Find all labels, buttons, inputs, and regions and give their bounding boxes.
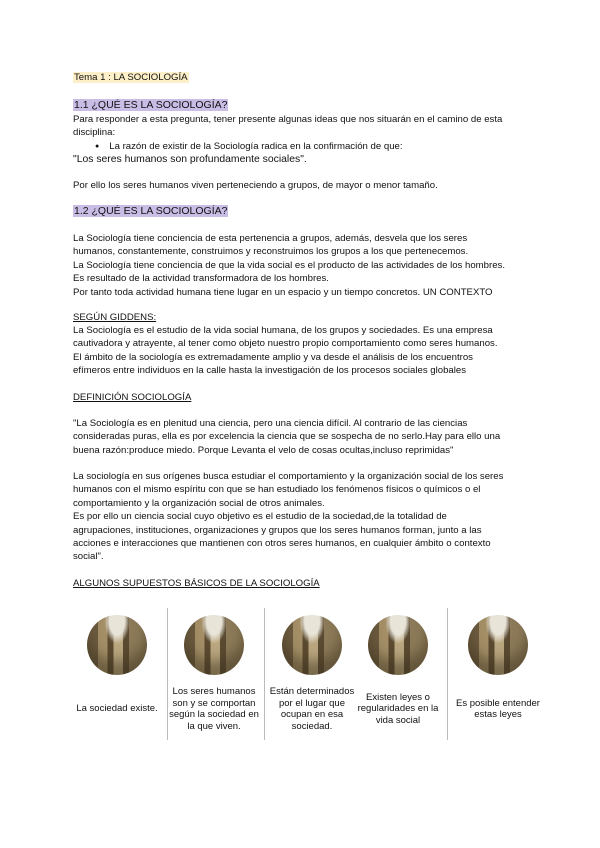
- definition-heading: DEFINICIÓN SOCIOLOGÍA: [73, 392, 192, 403]
- assumption-card: La sociedad existe.: [72, 605, 162, 745]
- divider: [167, 608, 168, 740]
- bridge-photo-icon: [282, 615, 342, 675]
- supuestos-heading: ALGUNOS SUPUESTOS BÁSICOS DE LA SOCIOLOGÍA: [73, 578, 320, 589]
- quote: "Los seres humanos son profundamente sociales".: [73, 154, 307, 166]
- intro-paragraph: Para responder a esta pregunta, tener presente algunas ideas que nos situarán en el camino de esta disciplina: ● La razón de existir de la Sociología radica en la confirmación de que: "Los seres humanos son profundamente sociales".: [73, 113, 543, 167]
- divider: [447, 608, 448, 740]
- bridge-photo-icon: [87, 615, 147, 675]
- giddens-heading: SEGÚN GIDDENS:: [73, 312, 157, 323]
- bridge-photo-icon: [368, 615, 428, 675]
- document-title: Tema 1 : LA SOCIOLOGÍA: [74, 72, 188, 83]
- section-heading-1-2: 1.2 ¿QUÉ ES LA SOCIOLOGÍA?: [74, 205, 228, 217]
- assumption-card: Están determinados por el lugar que ocupan en esa sociedad.: [267, 605, 357, 745]
- paragraph: La Sociología tiene conciencia de esta pertenencia a grupos, además, desvela que los seres humanos, constantemente, construimos y reconstruimos los grupos a los que pertenecemos. La Sociología tiene conciencia de que la vida social es el producto de las actividades de los hombres. Es resultado de la actividad transformadora de los hombres. Por tanto toda actividad humana tiene lugar en un espacio y un tiempo concretos. UN CONTEXTO: [73, 233, 505, 298]
- paragraph: Por ello los seres humanos viven perteneciendo a grupos, de mayor o menor tamaño.: [73, 180, 438, 191]
- paragraph: La sociología en sus orígenes busca estudiar el comportamiento y la organización social de los seres humanos con el mismo espíritu con que se han estudiado los fenómenos físicos o químicos o el comportamiento y la organización social de otros animales. Es por ello un ciencia social cuyo objetivo es el estudio de la sociedad,de la totalidad de agrupaciones, instituciones, organizaciones y grupos que los seres humanos forman, junto a las acciones e interacciones que mantienen con otros seres humanos, en cualquier ámbito o contexto social".: [73, 471, 504, 563]
- assumption-card: Existen leyes o regularidades en la vida social: [353, 605, 443, 745]
- paragraph: La Sociología es el estudio de la vida social humana, de los grupos y sociedades. Es una empresa cautivadora y atrayente, al tener como objeto nuestro propio comportamiento como seres humanos. El ámbito de la sociología es extremadamente amplio y va desde el análisis de los encuentros efímeros entre individuos en la calle hasta la investigación de los procesos sociales globales: [73, 325, 498, 377]
- section-heading-1-1: 1.1 ¿QUÉ ES LA SOCIOLOGÍA?: [74, 99, 228, 111]
- bullet-item: ● La razón de existir de la Sociología radica en la confirmación de que:: [73, 140, 543, 153]
- divider: [264, 608, 265, 740]
- assumption-card: Los seres humanos son y se comportan según la sociedad en la que viven.: [169, 605, 259, 745]
- bridge-photo-icon: [184, 615, 244, 675]
- bridge-photo-icon: [468, 615, 528, 675]
- assumption-card: Es posible entender estas leyes: [453, 605, 543, 745]
- definition-quote: "La Sociología es en plenitud una ciencia, pero una ciencia difícil. Al contrario de las ciencias consideradas puras, ella es por excelencia la ciencia que se sospecha de no serlo.Hay para ello una buena razón:produce miedo. Porque Levanta el velo de cosas ocultas,incluso reprimidas": [73, 418, 501, 456]
